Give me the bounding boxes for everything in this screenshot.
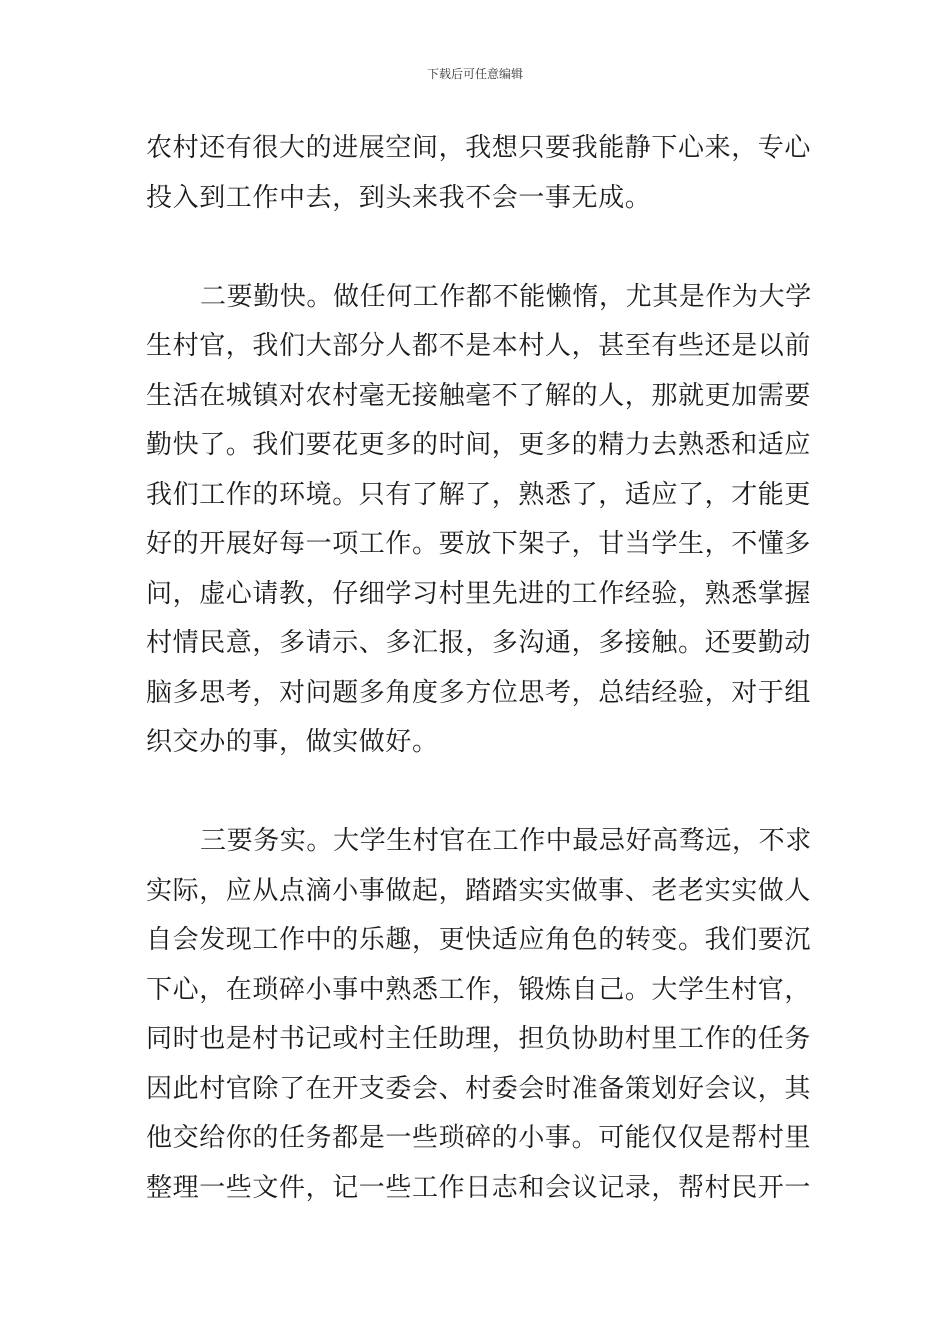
text-line: 生活在城镇对农村毫无接触毫不了解的人，那就更加需要 <box>146 380 812 411</box>
text-line: 村情民意，多请示、多汇报，多沟通，多接触。还要勤动 <box>146 628 812 658</box>
text-line: 自会发现工作中的乐趣，更快适应角色的转变。我们要沉 <box>146 925 812 955</box>
text-line: 三要务实。大学生村官在工作中最忌好高骛远，不求 <box>200 826 812 856</box>
text-line: 脑多思考，对问题多角度多方位思考，总结经验，对于组 <box>146 677 812 708</box>
text-line: 投入到工作中去，到头来我不会一事无成。 <box>146 182 652 213</box>
text-line: 农村还有很大的进展空间，我想只要我能静下心来，专心 <box>146 133 812 163</box>
text-line: 织交办的事，做实做好。 <box>146 727 439 757</box>
text-line: 下心，在琐碎小事中熟悉工作，锻炼自己。大学生村官， <box>146 974 812 1005</box>
text-line: 生村官，我们大部分人都不是本村人，甚至有些还是以前 <box>146 331 812 361</box>
paragraph-2 <box>146 273 812 768</box>
text-line: 勤快了。我们要花更多的时间，更多的精力去熟悉和适应 <box>146 430 812 460</box>
text-line: 问，虚心请教，仔细学习村里先进的工作经验，熟悉掌握 <box>146 578 812 609</box>
paragraph-1 <box>146 124 812 223</box>
paragraph-3 <box>146 817 812 1213</box>
page-header-note: 下载后可任意编辑 <box>426 67 523 81</box>
text-line: 二要勤快。做任何工作都不能懒惰，尤其是作为大学 <box>200 281 812 312</box>
paragraph-spacer <box>146 768 806 818</box>
paragraph-spacer <box>146 223 806 273</box>
text-line: 我们工作的环境。只有了解了，熟悉了，适应了，才能更 <box>146 479 812 510</box>
text-line: 好的开展好每一项工作。要放下架子，甘当学生，不懂多 <box>146 529 812 559</box>
document-body <box>146 124 812 1213</box>
text-line: 同时也是村书记或村主任助理，担负协助村里工作的任务 <box>146 1024 812 1054</box>
text-line: 因此村官除了在开支委会、村委会时准备策划好会议，其 <box>146 1073 812 1104</box>
text-line: 整理一些文件，记一些工作日志和会议记录，帮村民开一 <box>146 1172 812 1203</box>
text-line: 实际，应从点滴小事做起，踏踏实实做事、老老实实做人 <box>146 875 812 906</box>
text-line: 他交给你的任务都是一些琐碎的小事。可能仅仅是帮村里 <box>146 1123 812 1153</box>
